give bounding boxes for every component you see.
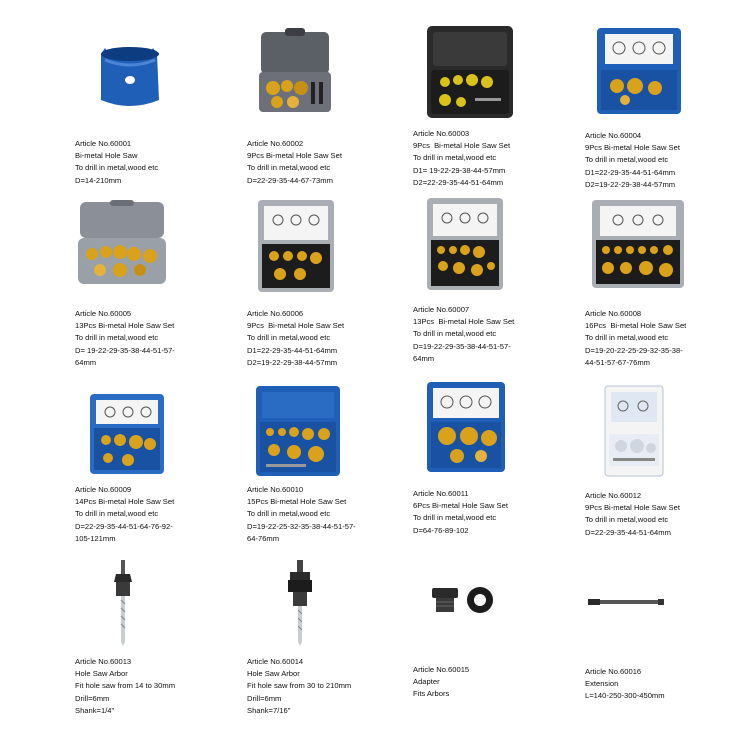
article-number: Article No.60003 [413, 129, 470, 138]
blue-case-set-icon [595, 26, 683, 116]
article-number: Article No.60006 [247, 309, 304, 318]
product-info-60009: Article No.60009 14Pcs Bi-metal Hole Saw Set To drill in metal,wood etc D=22-29-35-44-51-64-76-92- 105-121mm [75, 485, 175, 543]
blue-case-set-icon [88, 392, 166, 476]
product-image-60012 [603, 384, 665, 478]
product-image-60007 [425, 196, 505, 292]
product-image-60002 [255, 28, 335, 116]
product-image-60014 [286, 560, 314, 646]
large-arbor-icon [286, 560, 314, 646]
product-image-60005 [76, 200, 168, 288]
product-image-60009 [88, 392, 166, 476]
product-image-60003 [425, 24, 515, 120]
product-image-60016 [588, 596, 664, 608]
article-number: Article No.60015 [413, 665, 470, 674]
product-image-60011 [425, 380, 507, 474]
product-info-60013: Article No.60013 Hole Saw Arbor Fit hole saw from 14 to 30mm Drill=6mm Shank=1/4" [75, 657, 176, 715]
extension-rod-icon [588, 596, 664, 608]
silver-case-set-icon [256, 198, 336, 294]
article-number: Article No.60004 [585, 131, 642, 140]
product-image-60004 [595, 26, 683, 116]
article-number: Article No.60008 [585, 309, 642, 318]
black-case-set-icon [425, 24, 515, 120]
article-number: Article No.60011 [413, 489, 469, 498]
product-image-60006 [256, 198, 336, 294]
product-info-60012: Article No.60012 9Pcs Bi-metal Hole Saw Set To drill in metal,wood etc D=22-29-35-44-51-64mm [585, 491, 680, 537]
product-info-60015: Article No.60015 Adapter Fits Arbors [413, 665, 470, 699]
product-info-60001: Article No.60001 Bi-metal Hole Saw To drill in metal,wood etc D=14-210mm [75, 139, 159, 185]
silver-case-set-icon [425, 196, 505, 292]
product-image-60013 [110, 560, 136, 646]
grey-case-set-icon [255, 28, 335, 116]
product-info-60014: Article No.60014 Hole Saw Arbor Fit hole saw from 30 to 210mm Drill=6mm Shank=7/16" [247, 657, 352, 715]
article-number: Article No.60010 [247, 485, 304, 494]
product-image-60010 [254, 384, 342, 478]
product-info-60005: Article No.60005 13Pcs Bi-metal Hole Saw Set To drill in metal,wood etc D= 19-22-29-35-38-44-51-57- 64mm [75, 309, 175, 367]
product-info-60011: Article No.60011 6Pcs Bi-metal Hole Saw Set To drill in metal,wood etc D=64-76-89-102 [413, 489, 508, 535]
blue-case-set-icon [425, 380, 507, 474]
article-number: Article No.60007 [413, 305, 470, 314]
product-image-60008 [590, 198, 686, 290]
article-number: Article No.60005 [75, 309, 132, 318]
blister-card-icon [603, 384, 665, 478]
article-number: Article No.60009 [75, 485, 132, 494]
hole-saw-icon [95, 40, 165, 112]
article-number: Article No.60013 [75, 657, 132, 666]
product-info-60002: Article No.60002 9Pcs Bi-metal Hole Saw Set To drill in metal,wood etc D=22-29-35-44-67-73mm [247, 139, 342, 185]
blue-case-set-icon [254, 384, 342, 478]
article-number: Article No.60012 [585, 491, 642, 500]
product-info-60016: Article No.60016 Extension L=140-250-300-450mm [585, 667, 665, 701]
article-number: Article No.60001 [75, 139, 132, 148]
product-info-60010: Article No.60010 15Pcs Bi-metal Hole Saw Set To drill in metal,wood etc D=19-22-25-32-35-38-44-51-57- 64-76mm [247, 485, 356, 543]
article-number: Article No.60002 [247, 139, 304, 148]
product-image-60001 [95, 40, 165, 112]
product-image-60015 [430, 584, 496, 616]
article-number: Article No.60014 [247, 657, 304, 666]
silver-case-set-icon [590, 198, 686, 290]
product-info-60008: Article No.60008 16Pcs Bi-metal Hole Saw Set To drill in metal,wood etc D=19-20-22-25-29-32-35-38- 44-51-57-67-76mm [585, 309, 687, 367]
product-info-60004: Article No.60004 9Pcs Bi-metal Hole Saw Set To drill in metal,wood etc D1=22-29-35-44-51-64mm D2=19-22-29-38-44-57mm [585, 131, 680, 189]
small-arbor-icon [110, 560, 136, 646]
product-info-60003: Article No.60003 9Pcs Bi-metal Hole Saw Set To drill in metal,wood etc D1= 19-22-29-38-44-57mm D2=22-29-35-44-51-64mm [413, 129, 511, 187]
grey-case-set-icon [76, 200, 168, 288]
product-info-60007: Article No.60007 13Pcs Bi-metal Hole Saw Set To drill in metal,wood etc D=19-22-29-35-38-44-51-57- 64mm [413, 305, 515, 363]
article-number: Article No.60016 [585, 667, 642, 676]
adapter-icon [430, 584, 496, 616]
product-info-60006: Article No.60006 9Pcs Bi-metal Hole Saw Set To drill in metal,wood etc D1=22-29-35-44-51-64mm D2=19-22-29-38-44-57mm [247, 309, 345, 367]
